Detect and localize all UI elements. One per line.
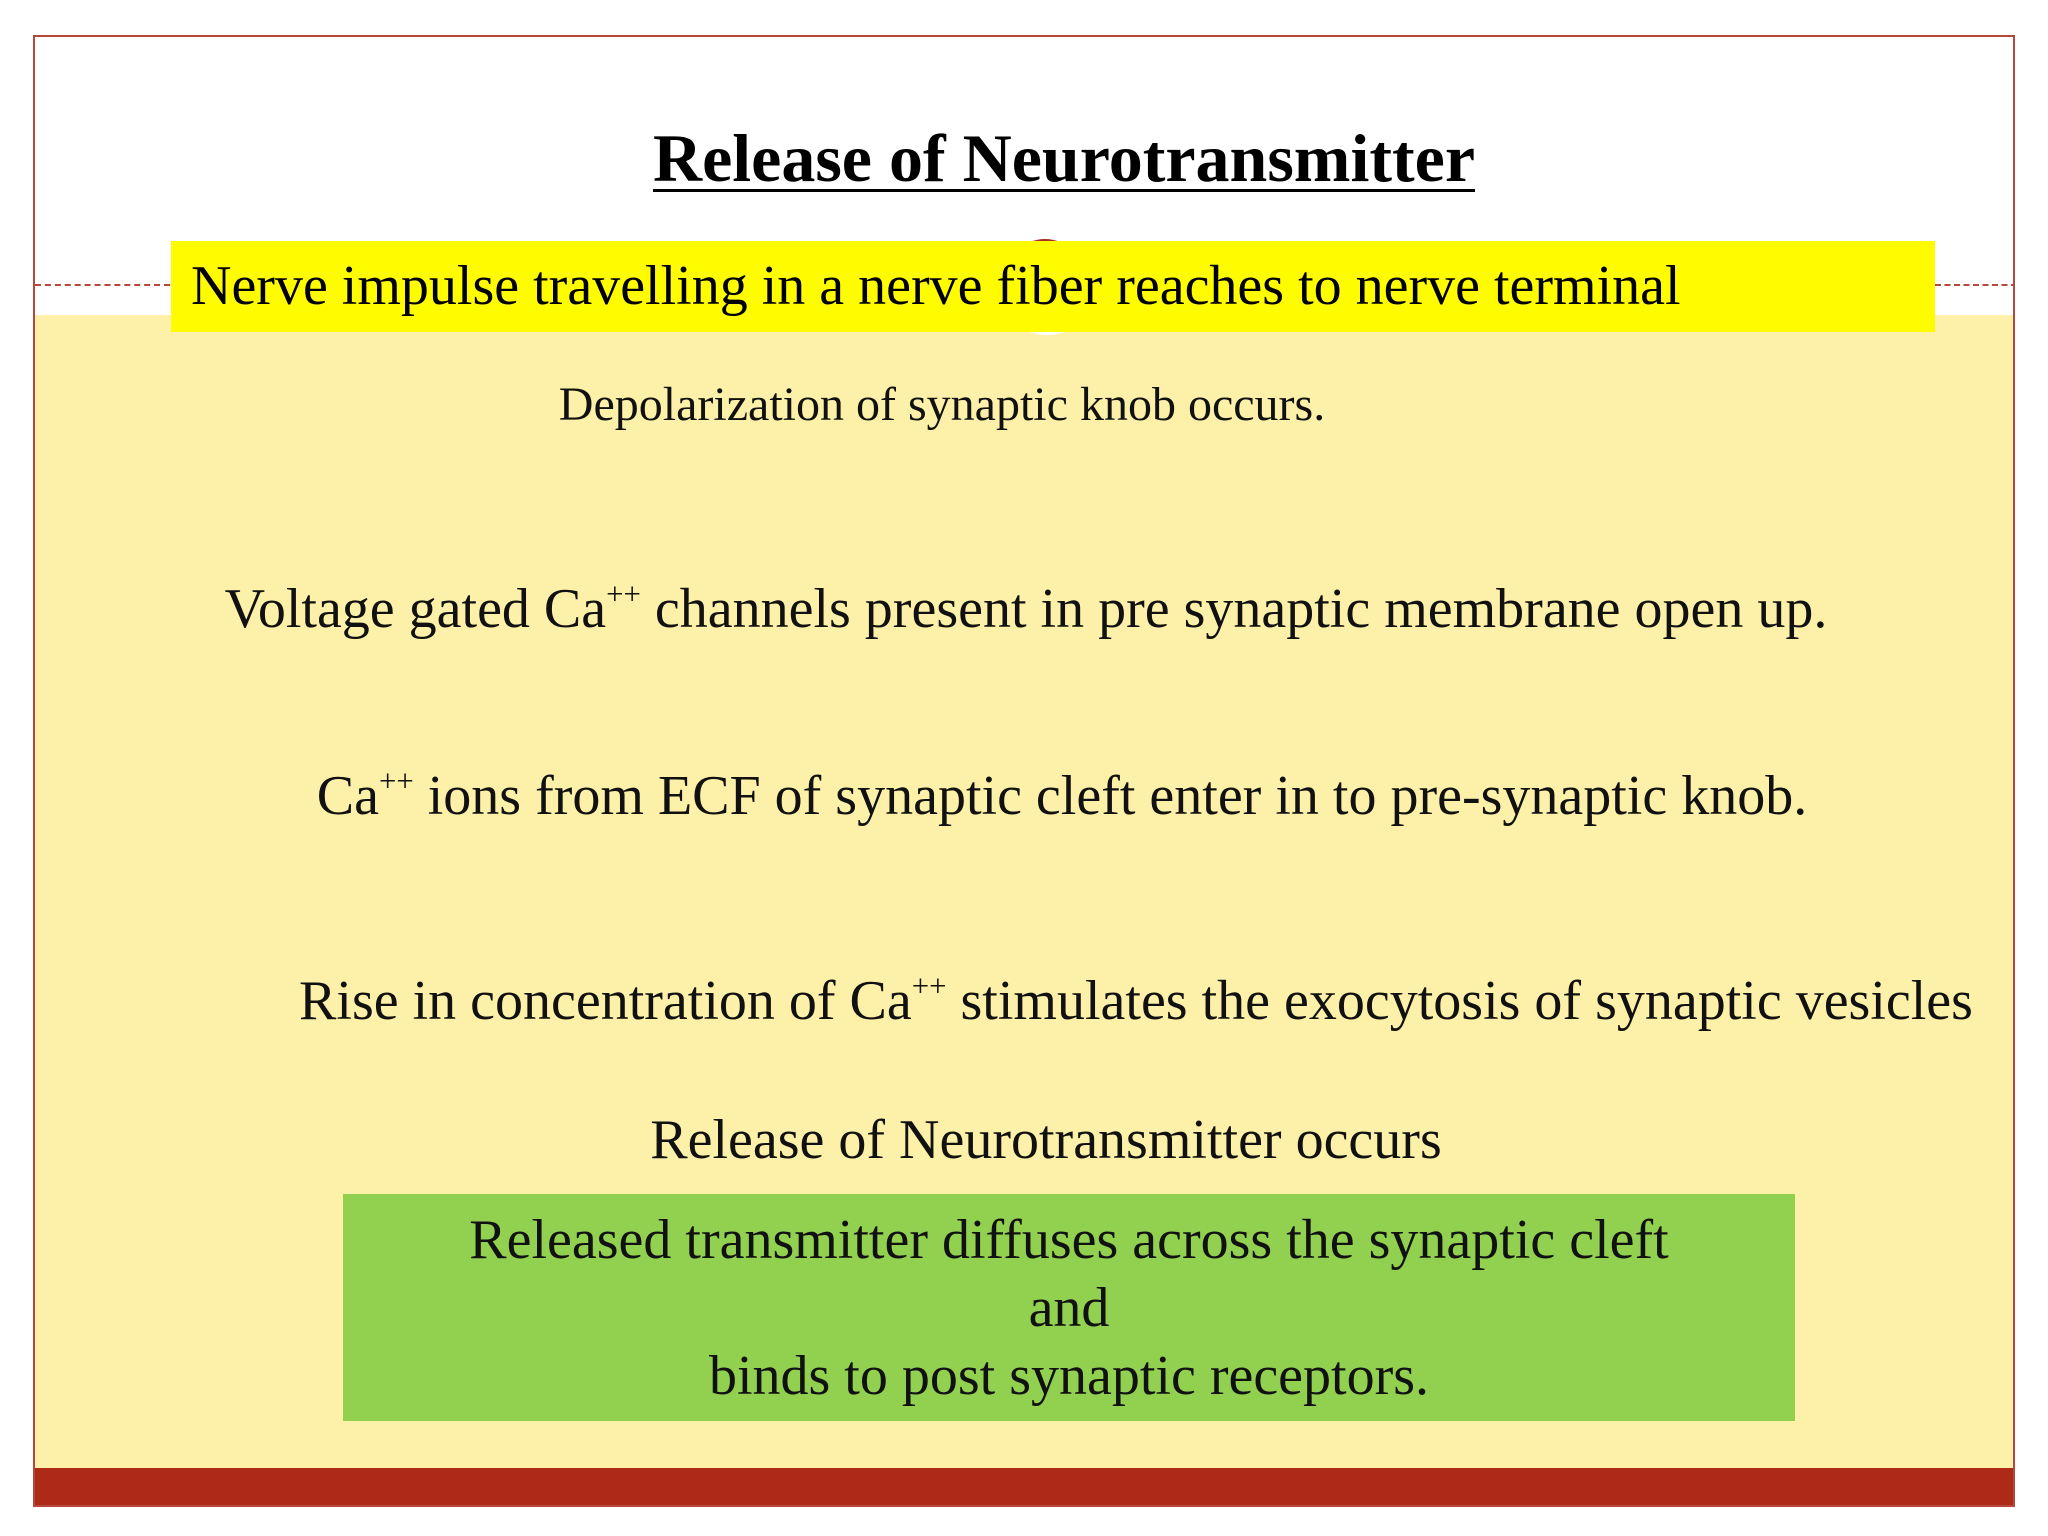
step-text: channels present in pre synaptic membrane open up. xyxy=(640,578,1828,640)
final-step-line-1: Released transmitter diffuses across the synaptic cleft xyxy=(469,1209,1669,1271)
divider-line-right xyxy=(1935,284,2015,286)
divider-line-left xyxy=(35,284,170,286)
slide-title: Release of Neurotransmitter xyxy=(652,120,1475,196)
step-text: Rise in concentration of Ca xyxy=(299,970,912,1032)
step-text: Ca xyxy=(316,765,379,827)
superscript-charge: ++ xyxy=(911,968,947,1003)
step-text: stimulates the exocytosis of synaptic vesicles xyxy=(946,970,1973,1032)
footer-bar xyxy=(35,1468,2013,1507)
slide xyxy=(33,35,2015,1507)
final-step-line-3: binds to post synaptic receptors. xyxy=(708,1345,1430,1407)
step-text: ions from ECF of synaptic cleft enter in to pre-synaptic knob. xyxy=(413,765,1808,827)
step-depolarization: Depolarization of synaptic knob occurs. xyxy=(558,378,1326,431)
final-step-highlight xyxy=(343,1194,1795,1421)
step-release-occurs: Release of Neurotransmitter occurs xyxy=(650,1109,1442,1171)
step-calcium-influx xyxy=(73,764,2015,828)
step-text: Voltage gated Ca xyxy=(224,578,607,640)
step-voltage-gated-channels xyxy=(37,577,2015,641)
final-step-line-2: and xyxy=(1028,1277,1110,1339)
superscript-charge: ++ xyxy=(379,763,414,798)
step-exocytosis xyxy=(147,969,2015,1033)
superscript-charge: ++ xyxy=(606,576,641,611)
nerve-impulse-highlight: Nerve impulse travelling in a nerve fiber reaches to nerve terminal xyxy=(171,241,1935,332)
